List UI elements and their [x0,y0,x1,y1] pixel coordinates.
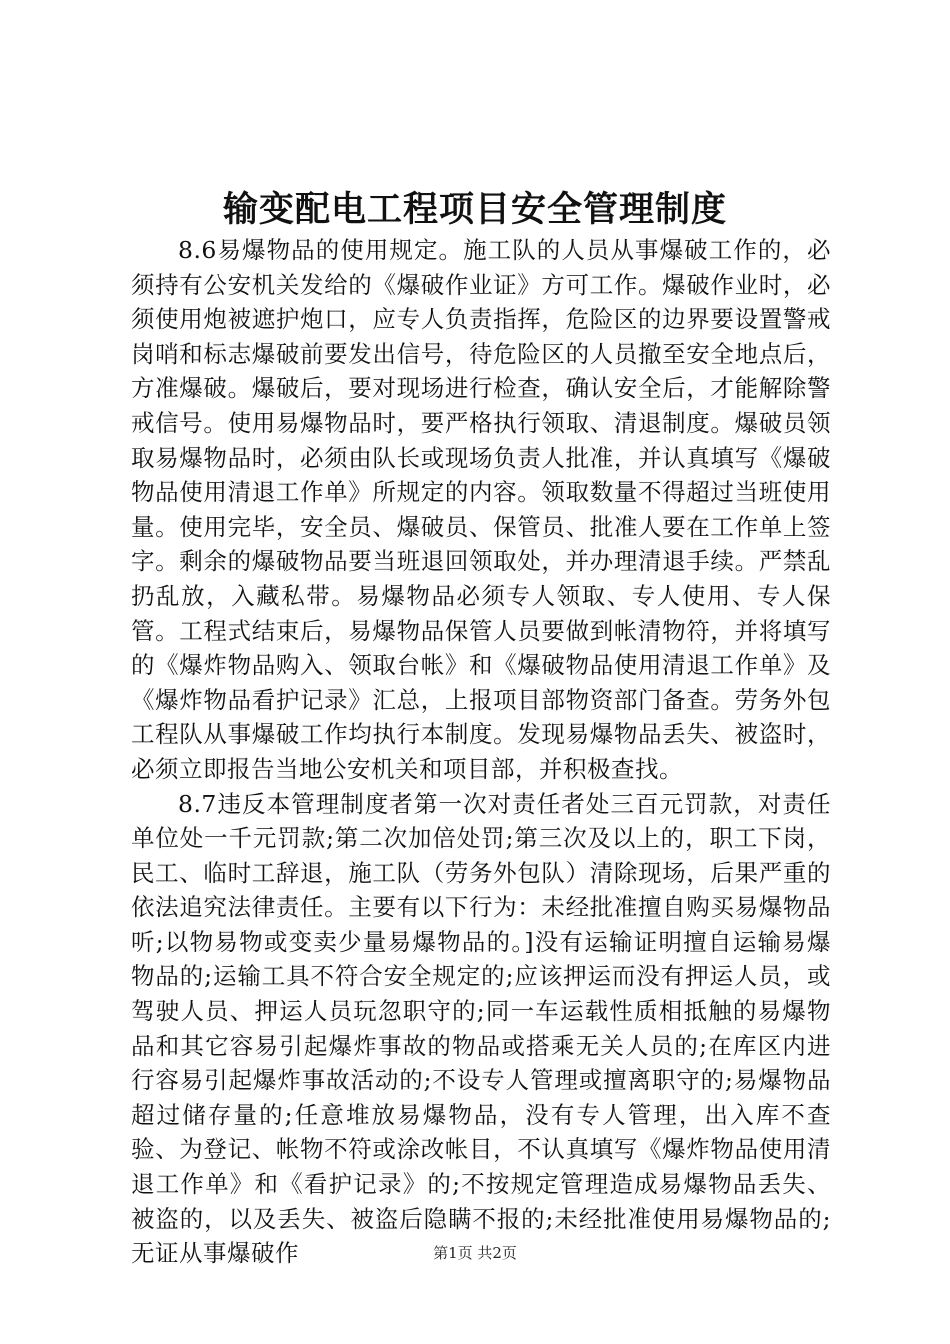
paragraph-8-6: 8.6易爆物品的使用规定。施工队的人员从事爆破工作的，必须持有公安机关发给的《爆破作业证》方可工作。爆破作业时，必须使用炮被遮护炮口，应专人负责指挥，危险区的边界要设置警戒岗哨和标志爆破前要发出信号，待危险区的人员撤至安全地点后，方准爆破。爆破后，要对现场进行检查，确认安全后，才能解除警戒信号。使用易爆物品时，要严格执行领取、清退制度。爆破员领取易爆物品时，必须由队长或现场负责人批准，并认真填写《爆破物品使用清退工作单》所规定的内容。领取数量不得超过当班使用量。使用完毕，安全员、爆破员、保管员、批准人要在工作单上签字。剩余的爆破物品要当班退回领取处，并办理清退手续。严禁乱扔乱放，入藏私带。易爆物品必须专人领取、专人使用、专人保管。工程式结束后，易爆物品保管人员要做到帐清物符，并将填写的《爆炸物品购入、领取台帐》和《爆破物品使用清退工作单》及《爆炸物品看护记录》汇总，上报项目部物资部门备查。劳务外包工程队从事爆破工作均执行本制度。发现易爆物品丢失、被盗时，必须立即报告当地公安机关和项目部，并积极查找。 [131,236,831,783]
page-number-footer: 第1页 共2页 [433,1244,517,1262]
paragraph-8-7: 8.7违反本管理制度者第一次对责任者处三百元罚款，对责任单位处一千元罚款;第二次加倍处罚;第三次及以上的，职工下岗，民工、临时工辞退，施工队（劳务外包队）清除现场，后果严重的依法追究法律责任。主要有以下行为：未经批准擅自购买易爆物品听;以物易物或变卖少量易爆物品的。]没有运输证明擅自运输易爆物品的;运输工具不符合安全规定的;应该押运而没有押运人员，或驾驶人员、押运人员玩忽职守的;同一车运载性质相抵触的易爆物品和其它容易引起爆炸事故的物品或搭乘无关人员的;在库区内进行容易引起爆炸事故活动的;不设专人管理或擅离职守的;易爆物品超过储存量的;任意堆放易爆物品，没有专人管理，出入库不查验、为登记、帐物不符或涂改帐目，不认真填写《爆炸物品使用清退工作单》和《看护记录》的;不按规定管理造成易爆物品丢失、被盗的，以及丢失、被盗后隐瞒不报的;未经批准使用易爆物品的;无证从事爆破作 [131,789,831,1268]
document-body [131,233,831,1271]
document-title: 输变配电工程项目安全管理制度 [222,189,727,230]
